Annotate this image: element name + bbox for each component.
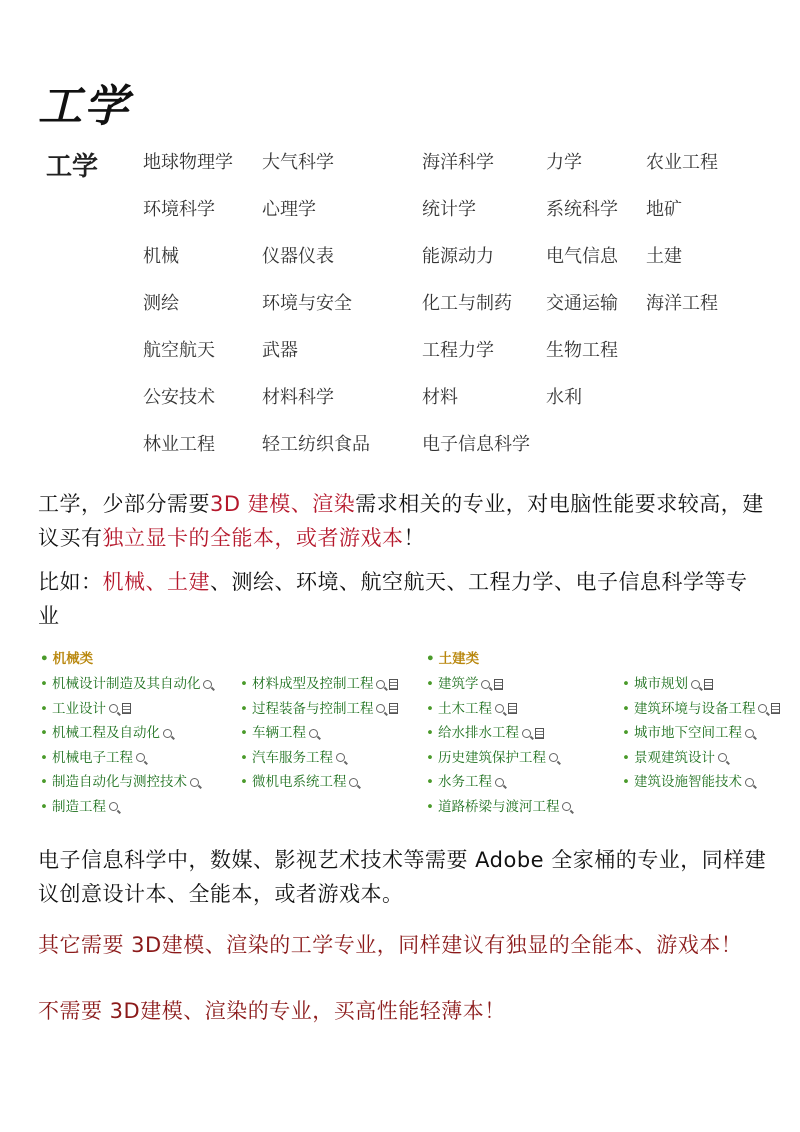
list-item[interactable]: • 机械设计制造及其自动化 (40, 672, 212, 692)
list-item[interactable]: • 车辆工程 (240, 721, 318, 741)
table-cell: 化工与制药 (422, 293, 512, 314)
list-item[interactable]: • 历史建筑保护工程 (426, 746, 558, 766)
para1-highlight-3d: 3D 建模、渲染 (210, 492, 356, 516)
table-cell: 大气科学 (262, 152, 334, 173)
search-icon[interactable] (336, 753, 345, 762)
list-item[interactable]: • 道路桥梁与渡河工程 (426, 795, 571, 815)
paragraph-3d-needs (38, 487, 768, 555)
table-cell: 材料科学 (262, 387, 334, 408)
table-cell: 工程力学 (422, 340, 494, 361)
table-cell: 系统科学 (546, 199, 618, 220)
table-cell: 仪器仪表 (262, 246, 334, 267)
table-cell: 海洋工程 (646, 293, 718, 314)
search-icon[interactable] (309, 729, 318, 738)
search-icon[interactable] (203, 680, 212, 689)
list-item[interactable]: • 建筑环境与设备工程 (622, 697, 780, 717)
civil-heading[interactable]: • 土建类 (426, 651, 480, 667)
table-cell: 交通运输 (546, 293, 618, 314)
paragraph-examples (38, 565, 768, 633)
search-icon[interactable] (562, 802, 571, 811)
list-item[interactable]: • 土木工程 (426, 697, 517, 717)
para1-highlight-laptop: 独立显卡的全能本，或者游戏本 (102, 526, 404, 550)
table-label: 工学 (46, 152, 99, 182)
document-icon[interactable] (704, 679, 713, 690)
document-icon[interactable] (122, 703, 131, 714)
table-cell: 心理学 (262, 199, 316, 220)
para2-highlight: 机械、土建 (102, 570, 210, 594)
para1-text-c: ！ (403, 526, 425, 550)
list-item[interactable]: • 给水排水工程 (426, 721, 544, 741)
table-cell: 电子信息科学 (422, 434, 530, 455)
para2-text-a: 比如： (38, 570, 103, 594)
list-item[interactable]: • 制造自动化与测控技术 (40, 770, 199, 790)
list-item[interactable]: • 过程装备与控制工程 (240, 697, 398, 717)
table-cell: 林业工程 (143, 434, 215, 455)
paragraph-adobe: 电子信息科学中，数媒、影视艺术技术等需要 Adobe 全家桶的专业，同样建议创意设计本、全能本，或者游戏本。 (38, 848, 767, 906)
document-icon[interactable] (508, 703, 517, 714)
table-cell: 力学 (546, 152, 582, 173)
search-icon[interactable] (522, 729, 531, 738)
page-title: 工学 (38, 81, 130, 132)
document-icon[interactable] (494, 679, 503, 690)
search-icon[interactable] (376, 680, 385, 689)
search-icon[interactable] (495, 704, 504, 713)
table-cell: 环境与安全 (262, 293, 352, 314)
search-icon[interactable] (481, 680, 490, 689)
para2-text-b: 、测绘、环境、航空航天、工程力学、电子信息科学等专业 (38, 570, 748, 628)
table-cell: 公安技术 (143, 387, 215, 408)
table-cell: 地球物理学 (143, 152, 233, 173)
document-icon[interactable] (389, 679, 398, 690)
paragraph-no-3d: 不需要 3D建模、渲染的专业，买高性能轻薄本！ (38, 999, 506, 1023)
list-item[interactable]: • 工业设计 (40, 697, 131, 717)
table-cell: 航空航天 (143, 340, 215, 361)
table-cell: 海洋科学 (422, 152, 494, 173)
document-icon[interactable] (389, 703, 398, 714)
search-icon[interactable] (109, 802, 118, 811)
paragraph-other-3d: 其它需要 3D建模、渲染的工学专业，同样建议有独显的全能本、游戏本！ (38, 933, 743, 957)
list-item[interactable]: • 建筑设施智能技术 (622, 770, 754, 790)
table-cell: 轻工纺织食品 (262, 434, 370, 455)
para1-text-a: 工学，少部分需要 (38, 492, 210, 516)
table-cell: 武器 (262, 340, 298, 361)
table-cell: 土建 (646, 246, 682, 267)
search-icon[interactable] (136, 753, 145, 762)
list-item[interactable]: • 建筑学 (426, 672, 503, 692)
list-item[interactable]: • 机械工程及自动化 (40, 721, 172, 741)
table-cell: 农业工程 (646, 152, 718, 173)
search-icon[interactable] (691, 680, 700, 689)
search-icon[interactable] (376, 704, 385, 713)
table-cell: 统计学 (422, 199, 476, 220)
search-icon[interactable] (349, 778, 358, 787)
list-item[interactable]: • 景观建筑设计 (622, 746, 727, 766)
list-item[interactable]: • 城市规划 (622, 672, 713, 692)
para1-text-b: 需求相关的专业，对电脑性能要求较高，建议买有 (38, 492, 764, 550)
list-item[interactable]: • 汽车服务工程 (240, 746, 345, 766)
table-cell: 水利 (546, 387, 582, 408)
table-cell: 生物工程 (546, 340, 618, 361)
list-item[interactable]: • 机械电子工程 (40, 746, 145, 766)
table-cell: 能源动力 (422, 246, 494, 267)
list-item[interactable]: • 城市地下空间工程 (622, 721, 754, 741)
list-item[interactable]: • 制造工程 (40, 795, 118, 815)
list-item[interactable]: • 水务工程 (426, 770, 504, 790)
table-cell: 测绘 (143, 293, 179, 314)
search-icon[interactable] (495, 778, 504, 787)
table-cell: 材料 (422, 387, 458, 408)
search-icon[interactable] (758, 704, 767, 713)
search-icon[interactable] (163, 729, 172, 738)
search-icon[interactable] (109, 704, 118, 713)
mech-heading[interactable]: • 机械类 (40, 651, 94, 667)
search-icon[interactable] (190, 778, 199, 787)
table-cell: 电气信息 (546, 246, 618, 267)
search-icon[interactable] (549, 753, 558, 762)
table-cell: 环境科学 (143, 199, 215, 220)
document-icon[interactable] (535, 728, 544, 739)
search-icon[interactable] (718, 753, 727, 762)
search-icon[interactable] (745, 778, 754, 787)
table-cell: 地矿 (646, 199, 682, 220)
list-item[interactable]: • 微机电系统工程 (240, 770, 358, 790)
list-item[interactable]: • 材料成型及控制工程 (240, 672, 398, 692)
document-icon[interactable] (771, 703, 780, 714)
search-icon[interactable] (745, 729, 754, 738)
table-cell: 机械 (143, 246, 179, 267)
